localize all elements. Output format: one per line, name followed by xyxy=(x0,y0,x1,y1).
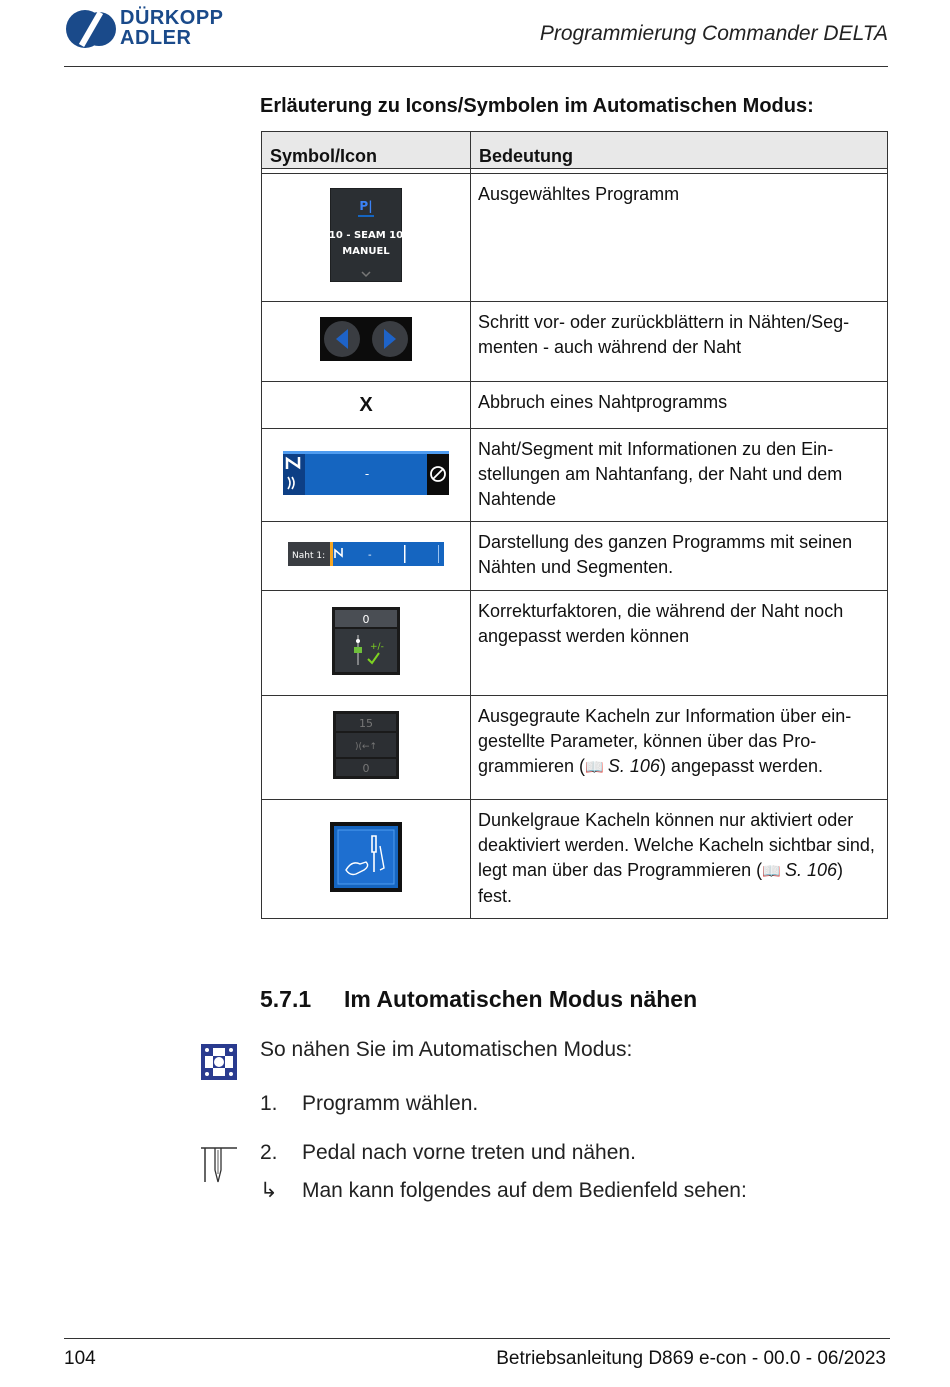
table-row xyxy=(262,591,888,696)
header-divider xyxy=(64,66,888,67)
step-text: Pedal nach vorne treten und nähen. xyxy=(302,1141,636,1164)
meaning-cell: Darstellung des ganzen Programms mit seinen Nähten und Segmenten. xyxy=(471,522,888,591)
meaning-cell: Naht/Segment mit Informationen zu den Ein-stellungen am Nahtanfang, der Naht und dem Nahtende xyxy=(471,429,888,522)
result-arrow-icon: ↳ xyxy=(260,1179,278,1202)
page-header-title: Programmierung Commander DELTA xyxy=(539,22,888,45)
table-header-row xyxy=(262,132,888,169)
hand-needle-tile-icon xyxy=(330,822,402,892)
seam-bar-text: - xyxy=(364,466,370,481)
meaning-cell: Abbruch eines Nahtprogramms xyxy=(471,382,888,429)
step-1 xyxy=(260,1092,478,1116)
footer-document-info: Betriebsanleitung D869 e-con - 00.0 - 06/2023 xyxy=(496,1348,886,1369)
page-reference: S. 106 xyxy=(607,756,660,776)
table-row xyxy=(262,302,888,382)
meaning-cell: Ausgegraute Kacheln zur Information über ein-gestellte Parameter, können über das Pro-grammieren (📖 S. 106) angepasst werden. xyxy=(471,696,888,800)
correction-tile-value: 0 xyxy=(362,612,370,626)
step-number: 1. xyxy=(260,1092,278,1115)
subsection-number: 5.7.1 xyxy=(260,986,312,1012)
program-tile-line-2: MANUEL xyxy=(342,246,390,257)
svg-text:+/-: +/- xyxy=(370,641,384,652)
column-header-symbol: Symbol/Icon xyxy=(262,132,471,169)
result-text: Man kann folgendes auf dem Bedienfeld sehen: xyxy=(302,1179,747,1202)
control-panel-icon xyxy=(200,1043,238,1081)
program-tile-line-1: 10 - SEAM 10 xyxy=(330,230,402,241)
result-line xyxy=(260,1178,747,1203)
greyed-parameter-tile-icon xyxy=(333,711,399,779)
correction-factor-tile-icon xyxy=(332,607,400,675)
footer-divider xyxy=(64,1338,890,1339)
page-number: 104 xyxy=(64,1348,96,1369)
table-row xyxy=(262,696,888,800)
section-heading: Erläuterung zu Icons/Symbolen im Automatischen Modus: xyxy=(260,95,814,117)
column-header-meaning: Bedeutung xyxy=(471,132,888,169)
table-row xyxy=(262,174,888,302)
greyed-tile-value-top: 15 xyxy=(359,717,373,730)
icon-legend-table xyxy=(261,131,888,919)
overview-bar-label: Naht 1: xyxy=(292,550,326,561)
intro-text: So nähen Sie im Automatischen Modus: xyxy=(260,1038,633,1061)
step-number: 2. xyxy=(260,1141,278,1164)
abort-x-mark: X xyxy=(359,393,373,416)
subsection-heading xyxy=(260,986,697,1013)
needle-icon xyxy=(199,1144,239,1186)
table-row xyxy=(262,382,888,429)
table-row xyxy=(262,429,888,522)
page-reference: S. 106 xyxy=(784,860,838,880)
table-row xyxy=(262,800,888,919)
meaning-cell: Ausgewähltes Programm xyxy=(471,174,888,302)
greyed-tile-value-bottom: 0 xyxy=(362,762,370,775)
prev-next-arrows-icon xyxy=(320,317,412,361)
book-icon: 📖 xyxy=(762,863,785,880)
svg-text:)(←↑: )(←↑ xyxy=(354,742,378,752)
brand-logo xyxy=(64,8,234,52)
meaning-cell: Dunkelgraue Kacheln können nur aktiviert oder deaktiviert werden. Welche Kacheln sichtbar sind, legt man über das Programmieren (📖 S. 106) fest. xyxy=(471,800,888,919)
svg-text:P|: P| xyxy=(359,199,373,213)
program-tile-icon xyxy=(330,188,402,282)
subsection-title: Im Automatischen Modus nähen xyxy=(344,986,698,1012)
meaning-cell: Schritt vor- oder zurückblättern in Nähten/Seg-menten - auch während der Naht xyxy=(471,302,888,382)
brand-logo-mark-icon xyxy=(64,8,118,50)
brand-line-2: ADLER xyxy=(120,27,192,49)
meaning-cell: Korrekturfaktoren, die während der Naht noch angepasst werden können xyxy=(471,591,888,696)
overview-bar-text: - xyxy=(368,549,372,561)
brand-line-1: DÜRKOPP xyxy=(120,7,224,29)
table-row xyxy=(262,522,888,591)
seam-segment-bar-icon xyxy=(283,451,449,495)
program-overview-bar-icon xyxy=(288,542,444,566)
step-2 xyxy=(260,1141,636,1165)
book-icon: 📖 xyxy=(585,759,608,776)
step-text: Programm wählen. xyxy=(302,1092,479,1115)
brand-name xyxy=(120,8,224,48)
